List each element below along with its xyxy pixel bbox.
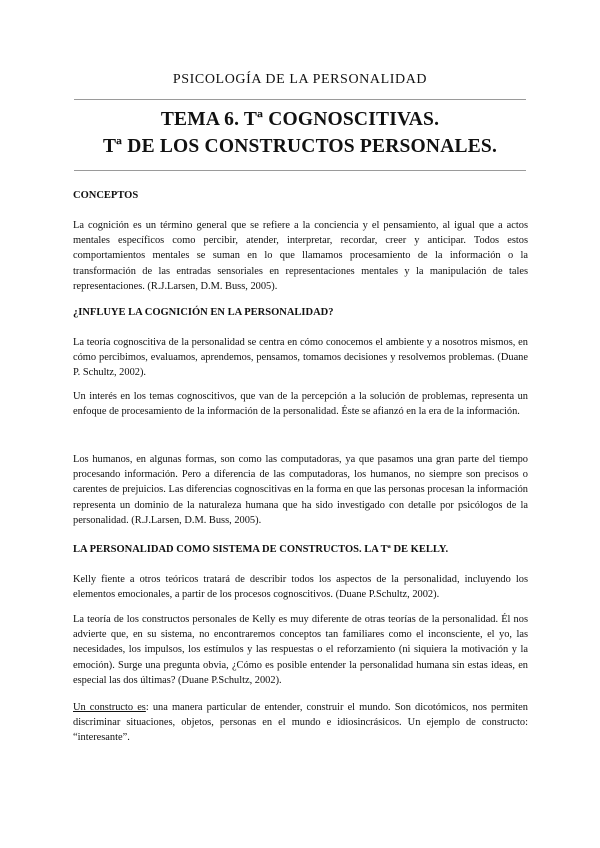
top-divider: [74, 99, 526, 100]
section-heading-conceptos: CONCEPTOS: [73, 190, 139, 201]
title-divider: [74, 170, 526, 171]
topic-title-line-1: TEMA 6. Tª COGNOSCITIVAS.: [160, 109, 440, 130]
paragraph: La teoría de los constructos personales de Kelly es muy diferente de otras teorías de la personalidad. Él nos advierte que, en su sistema, no encontraremos conceptos tan familiares como el inconsciente, el yo, las necesidades, los impulsos, los estímulos y las respuestas o el reforzamiento (ni siquiera la motivación y la emoción). Surge una pregunta obvia, ¿Cómo es posible entender la personalidad humana sin estas ideas, en especial las dos últimas? (Duane P.Schultz, 2002).: [73, 614, 528, 686]
paragraph: Los humanos, en algunas formas, son como las computadoras, ya que pasamos una gran parte del tiempo procesando información. Pero a diferencia de las computadoras, los humanos, no siempre son precisos o carentes de prejuicios. Las diferencias cognoscitivas en la forma en que las personas procesan la información representa un dominio de la naturaleza humana que ha sido investigado con detalle por psicólogos de la personalidad. (R.J.Larsen, D.M. Buss, 2005).: [73, 454, 528, 526]
paragraph: Kelly fiente a otros teóricos tratará de describir todos los aspectos de la personalidad, incluyendo los elementos emocionales, a partir de los procesos cognoscitivos. (Duane P.Schultz, 2002).: [73, 574, 528, 601]
definition-paragraph: [73, 700, 528, 746]
course-title: PSICOLOGÍA DE LA PERSONALIDAD: [172, 72, 428, 87]
section-heading-kelly: LA PERSONALIDAD COMO SISTEMA DE CONSTRUCTOS. LA Tª DE KELLY.: [73, 544, 449, 555]
paragraph: Un interés en los temas cognoscitivos, que van de la percepción a la solución de problemas, representa un enfoque de procesamiento de la información de la personalidad. Éste se afianzó en la era de la información.: [73, 391, 528, 418]
definition-text: : una manera particular de entender, construir el mundo. Son dicotómicos, nos permiten discriminar situaciones, objetos, personas en el mundo e idiosincrásicos. Un ejemplo de constructo: “interesante”.: [73, 702, 528, 744]
definition-term: Un constructo es: [73, 702, 146, 713]
section-heading-cognicion: ¿INFLUYE LA COGNICIÓN EN LA PERSONALIDAD?: [73, 307, 334, 318]
paragraph: La teoría cognoscitiva de la personalidad se centra en cómo conocemos el ambiente y a nosotros mismos, en cómo percibimos, evaluamos, aprendemos, pensamos, tomamos decisiones y resolvemos problemas. (Duane P. Schultz, 2002).: [73, 337, 528, 379]
topic-title-line-2: Tª DE LOS CONSTRUCTOS PERSONALES.: [102, 136, 498, 157]
paragraph: La cognición es un término general que se refiere a la conciencia y el pensamiento, al igual que a actos mentales específicos como percibir, atender, interpretar, recordar, creer y anticipar. Todos estos comportamientos mentales se suman en lo que llamamos procesamiento de la información o la transformación de las entradas sensoriales en representaciones mentales y la manipulación de tales representaciones. (R.J.Larsen, D.M. Buss, 2005).: [73, 220, 528, 292]
